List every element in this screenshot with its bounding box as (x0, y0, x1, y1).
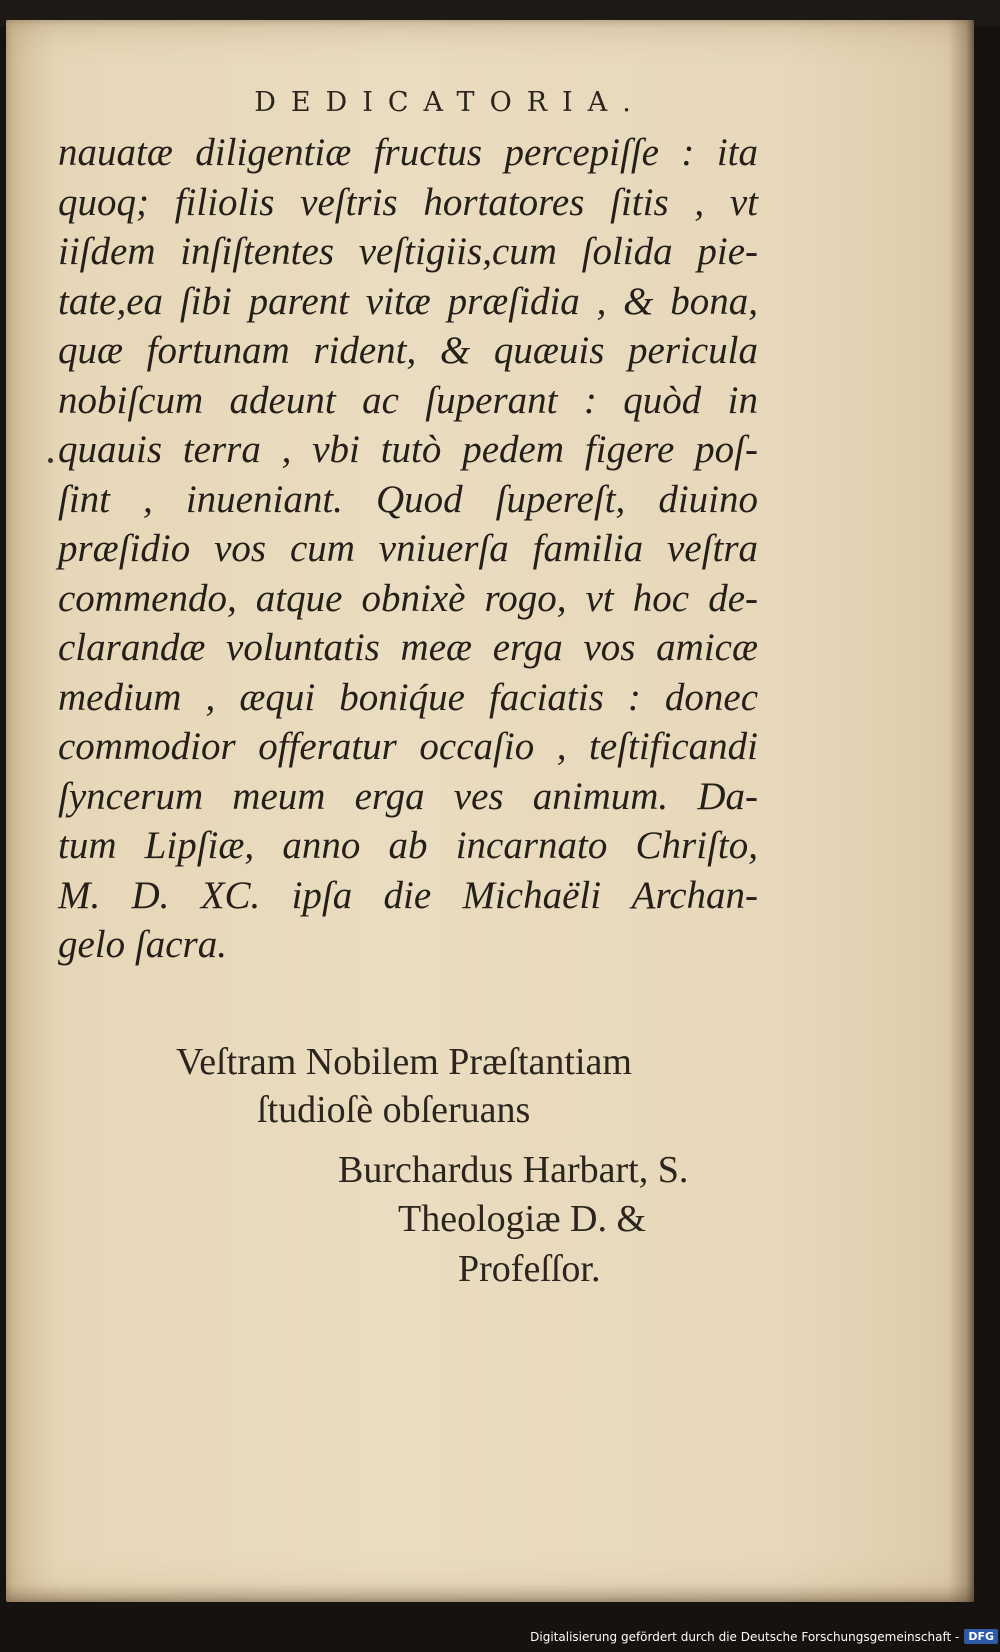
text-line: iiſdem inſiſtentes veſtigiis,cum ſolida pie- (58, 230, 758, 273)
credit-text: Digitalisierung gefördert durch die Deutsche Forschungsgemeinschaft - (530, 1629, 960, 1644)
page-edge-shadow (948, 20, 974, 1602)
signature-name: Burchardus Harbart, S. (338, 1149, 689, 1191)
dedication-body (58, 128, 758, 970)
text-line: quoq; filiolis veſtris hortatores ſitis , vt (58, 180, 758, 224)
text-line: quæ fortunam rident, & quæuis pericula (58, 329, 758, 372)
page-foot-shadow (6, 1584, 974, 1602)
signature-title-2: Profeſſor. (458, 1248, 601, 1290)
text-line: commodior offeratur occaſio , teſtificandi (58, 725, 758, 768)
text-line: medium , æqui boniq́ue faciatis : donec (58, 675, 758, 719)
text-line: nobiſcum adeunt ac ſuperant : quòd in (58, 378, 758, 422)
text-line: ſint , inueniant. Quod ſupereſt, diuino (58, 477, 758, 521)
signature-title: Theologiæ D. & (398, 1198, 647, 1240)
running-head: DEDICATORIA. (254, 87, 646, 118)
ink-speck (48, 458, 53, 463)
closing-salutation-2: ſtudioſè obſeruans (257, 1089, 531, 1131)
digitization-credit (530, 1629, 998, 1644)
dfg-logo: DFG (964, 1629, 998, 1644)
text-line: gelo ſacra. (58, 923, 227, 966)
text-line: tate,ea ſibi parent vitæ præſidia , & bona, (58, 279, 758, 323)
text-line: commendo, atque obnixè rogo, vt hoc de- (58, 576, 758, 620)
text-line: præſidio vos cum vniuerſa familia veſtra (58, 527, 758, 570)
text-line: nauatæ diligentiæ fructus percepiſſe : ita (58, 131, 758, 174)
text-line: ſyncerum meum erga ves animum. Da- (58, 774, 758, 818)
text-line: tum Lipſiæ, anno ab incarnato Chriſto, (58, 824, 758, 867)
text-line: M. D. XC. ipſa die Michaëli Archan- (58, 873, 758, 917)
text-line: quauis terra , vbi tutò pedem figere poſ- (58, 428, 758, 471)
text-line: clarandæ voluntatis meæ erga vos amicæ (58, 626, 758, 669)
closing-salutation: Veſtram Nobilem Præſtantiam (176, 1041, 632, 1083)
